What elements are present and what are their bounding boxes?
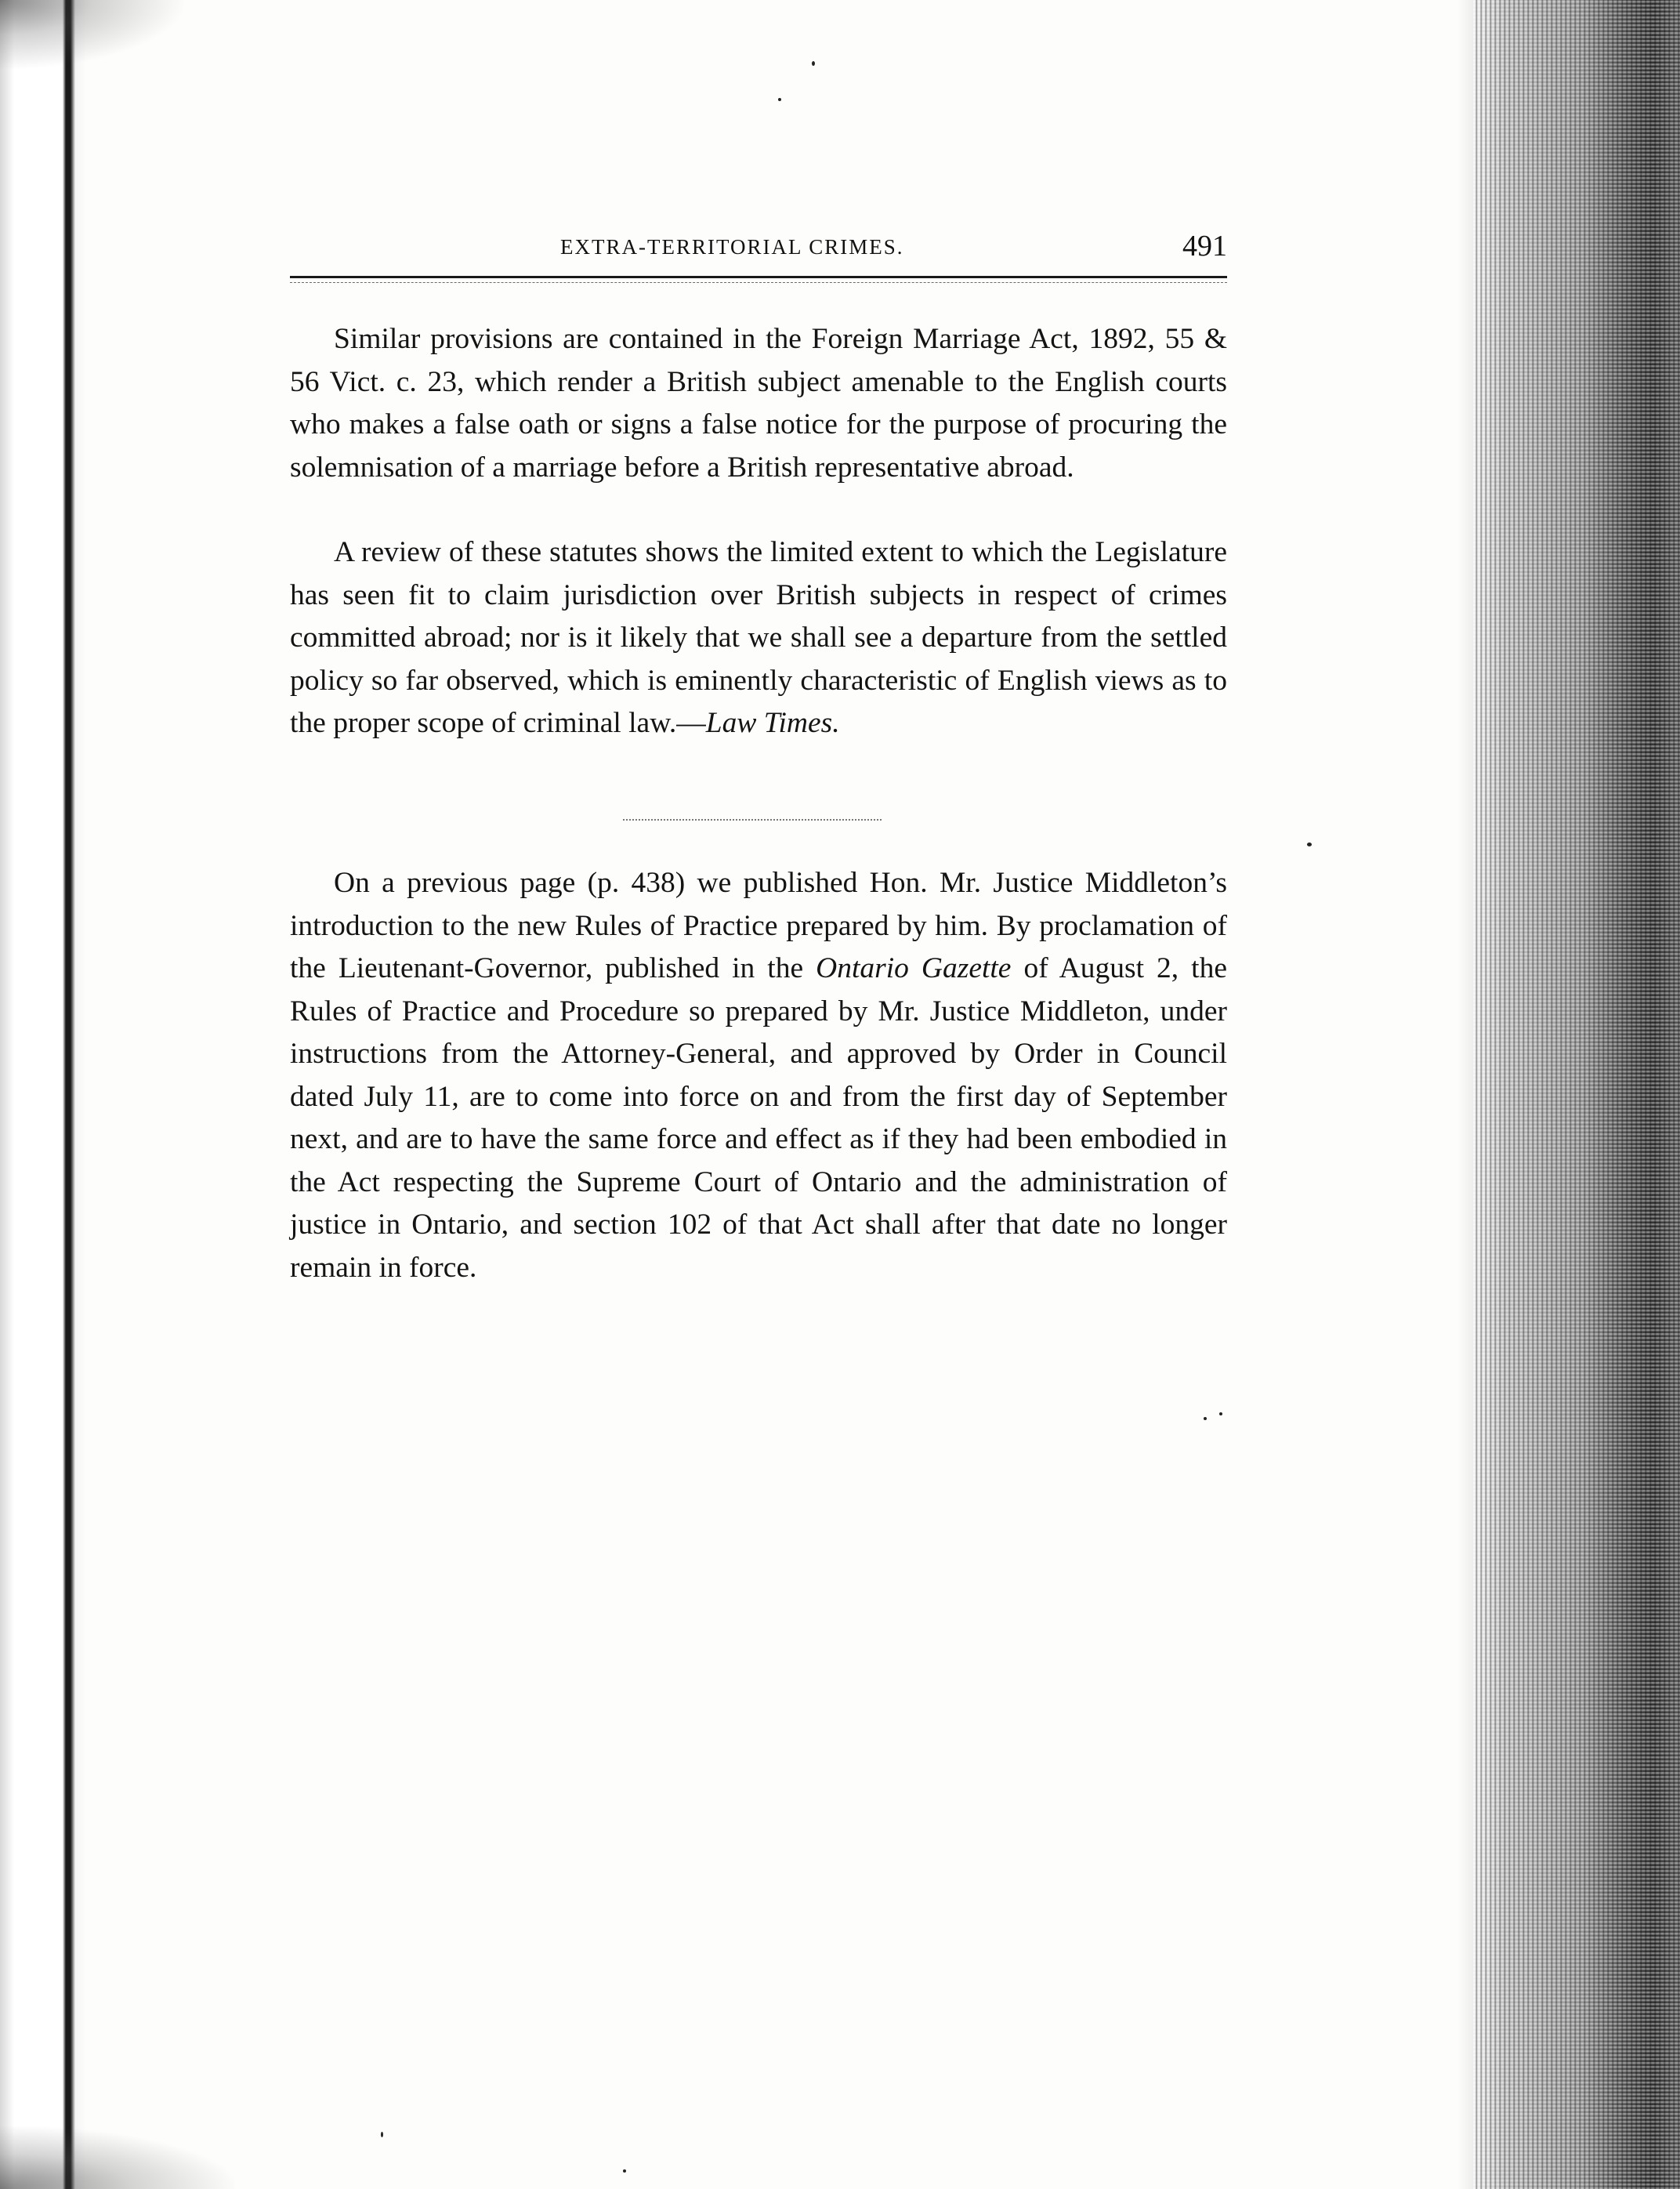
paragraph-rules-of-practice [290,862,1227,1289]
scan-shadow-top [0,0,188,71]
scan-speck [1307,843,1312,846]
page-stack-edge [1473,0,1680,2189]
scan-speck [1204,1417,1207,1420]
scan-speck [778,98,781,101]
rules-text-part-2: of August 2, the Rules of Practice and Procedure so prepared by Mr. Justice Middleton, under instructions from the Attorney-General, and approved by Order in Council dated July 11, are to come into force on and from the first day of September next, and are to have the same force and effect as if they had been embodied in the Act respecting the Supreme Court of Ontario and the administration of justice in Ontario, and section 102 of that Act shall after that date no longer remain in force. [290,952,1227,1284]
gazette-title: Ontario Gazette [816,952,1012,984]
scan-speck [1219,1412,1222,1415]
running-header [290,229,1227,268]
header-rule [290,276,1227,278]
rules-text-part-1: On a previous page (p. 438) we published Hon. Mr. Justice Middleton’s introduction to the new Rules of Practice prepared by him. By proclamation of the Lieutenant-Governor, published in the [290,867,1227,984]
book-binding-edge [0,0,86,2189]
page-number: 491 [1182,230,1227,263]
scan-speck [381,2132,383,2137]
paragraph-statutes-review: A review of these statutes shows the limited extent to which the Legislature has seen fit to claim jurisdiction over British subjects in respect of crimes committed abroad; nor is it likely that we shall see a departure from the settled policy so far observed, which is eminently characteristic of English views as to the proper scope of criminal law.—Law Times. [290,536,1227,739]
paragraph-foreign-marriage-act: Similar provisions are contained in the Foreign Marriage Act, 1892, 55 & 56 Vict. c. 23, which render a British subject amenable to the English courts who makes a false oath or signs a false notice for the purpose of procuring the solemnisation of a marriage before a British representative abroad. [290,323,1227,484]
section-divider [623,819,882,821]
header-rule-secondary [290,282,1227,283]
scan-shadow-bottom [0,2126,235,2189]
scan-speck [812,61,815,66]
running-title: EXTRA-TERRITORIAL CRIMES. [560,235,904,259]
paragraph-statutes-review-text: A review of these statutes shows the limited extent to which the Legislature has seen fit to claim jurisdiction over British subjects in respect of crimes committed abroad; nor is it likely that we shall see a departure from the settled policy so far observed, which is eminently characteristic of English views as to the proper scope of criminal law. [290,536,1227,739]
scan-speck [623,2169,626,2173]
source-credit: Law Times. [705,707,840,739]
